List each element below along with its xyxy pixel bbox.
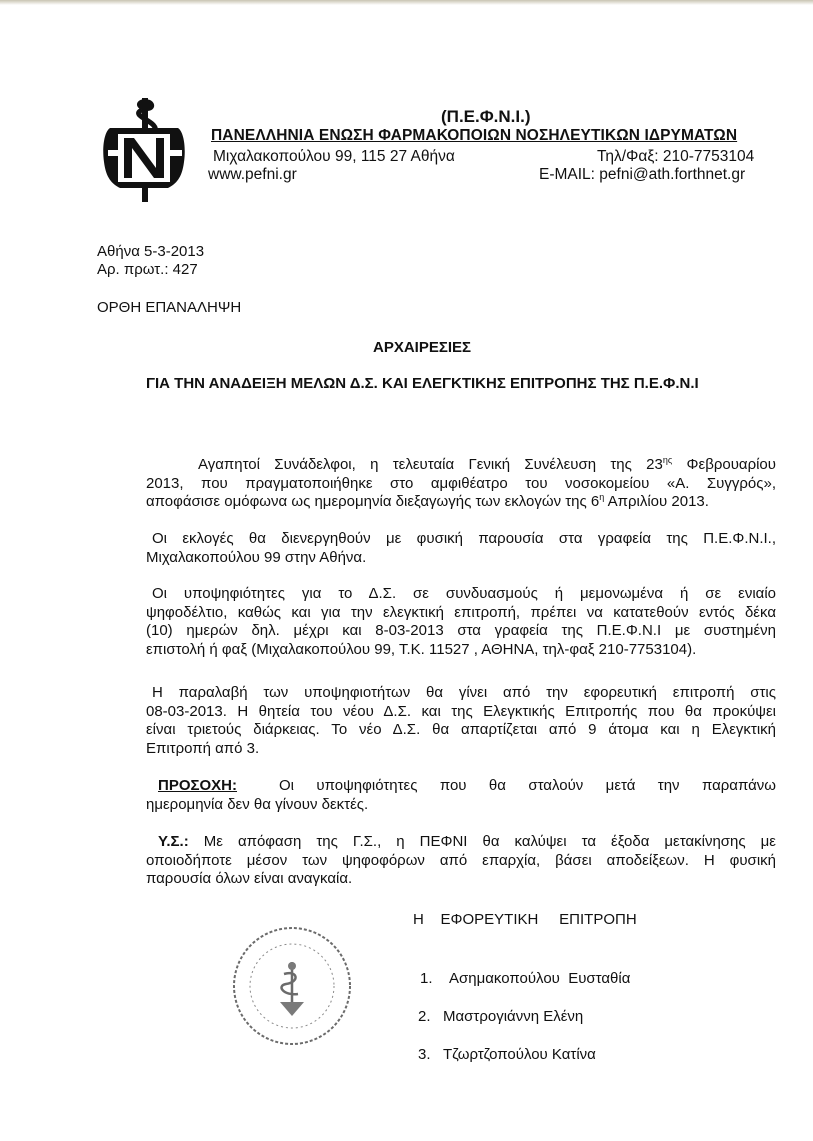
p3-line-3: (10) ημερών δηλ. μέχρι και 8-03-2013 στα γραφεία της Π.Ε.Φ.Ν.Ι με συστημένη	[146, 622, 776, 639]
p5-line-2: ημερομηνία δεν θα γίνουν δεκτές.	[146, 795, 369, 813]
org-email: E-MAIL: pefni@ath.forthnet.gr	[539, 166, 746, 183]
p1-line-3: αποφάσισε ομόφωνα ως ημερομηνία διεξαγωγής των εκλογών της $6^\eta$ Απριλίου 2013.	[146, 492, 709, 510]
protocol-number: Αρ. πρωτ.: 427	[97, 261, 198, 278]
p3-line-4: επιστολή ή φαξ (Μιχαλακοπούλου 99, Τ.Κ. 11527 , ΑΘΗΝΑ, τηλ-φαξ 210-7753104).	[146, 640, 697, 658]
p4-line-1: Η παραλαβή των υποψηφιοτήτων θα γίνει από την εφορευτική επιτροπή στις	[152, 684, 776, 701]
paragraph-election-location	[146, 530, 776, 567]
member-number: 2.	[418, 1008, 431, 1025]
p2-line-2: Μιχαλακοπούλου 99 στην Αθήνα.	[146, 548, 367, 566]
paragraph-candidacy	[146, 585, 776, 659]
p6-line-1: Υ.Σ.: Με απόφαση της Γ.Σ., η ΠΕΦΝΙ θα καλύψει τα έξοδα μετακίνησης με	[158, 833, 776, 850]
round-stamp-icon	[228, 922, 356, 1050]
p6-line-3: παρουσία όλων είναι αναγκαία.	[146, 870, 353, 887]
org-address: Μιχαλακοπούλου 99, 115 27 Αθήνα	[213, 148, 455, 165]
scan-top-edge	[0, 0, 813, 5]
p6-line-2: οποιοδήποτε μέσον των ψηφοφόρων από επαρχία, βάσει αποδείξεων. Η φυσική	[146, 851, 776, 869]
p2-line-1: Οι εκλογές θα διενεργηθούν με φυσική παρουσία στα γραφεία της Π.Ε.Φ.Ν.Ι.,	[152, 530, 776, 547]
p4-line-2: 08-03-2013. Η θητεία του νέου Δ.Σ. και της Ελεγκτικής Επιτροπής που θα προκύψει	[146, 702, 776, 720]
member-name: Ασημακοπούλου Ευσταθία	[449, 970, 631, 987]
org-website: www.pefni.gr	[208, 166, 297, 183]
pefni-logo-icon	[98, 92, 190, 204]
correction-notice: ΟΡΘΗ ΕΠΑΝΑΛΗΨΗ	[97, 299, 242, 316]
p4-line-4: Επιτροπή από 3.	[146, 739, 260, 757]
org-phone: Τηλ/Φαξ: 210-7753104	[597, 148, 755, 165]
member-name: Μαστρογιάννη Ελένη	[443, 1008, 584, 1025]
p1-line-1: Αγαπητοί Συνάδελφοι, η τελευταία Γενική Συνέλευση της $23^{\eta\varsigma}$ Φεβρουαρίου	[198, 455, 776, 473]
member-name: Τζωρτζοπούλου Κατίνα	[443, 1046, 596, 1063]
p3-line-1: Οι υποψηφιότητες για το Δ.Σ. σε συνδυασμούς ή μεμονωμένα ή σε ενιαίο	[152, 585, 776, 602]
paragraph-attention	[146, 777, 776, 814]
paragraph-postscript	[146, 833, 776, 889]
org-abbreviation: (Π.Ε.Φ.Ν.Ι.)	[441, 107, 531, 126]
document-subtitle: ΓΙΑ ΤΗΝ ΑΝΑΔΕΙΞΗ ΜΕΛΩΝ Δ.Σ. ΚΑΙ ΕΛΕΓΚΤΙΚΗΣ ΕΠΙΤΡΟΠΗΣ ΤΗΣ Π.Ε.Φ.Ν.Ι	[146, 375, 699, 392]
document-date: Αθήνα 5-3-2013	[97, 243, 205, 260]
p4-line-3: είναι τριετούς διάρκειας. Το νέο Δ.Σ. θα απαρτίζεται από 9 άτομα και η Ελεγκτική	[146, 721, 776, 738]
p5-line-1: ΠΡΟΣΟΧΗ: Οι υποψηφιότητες που θα σταλούν μετά την παραπάνω	[158, 777, 776, 794]
paragraph-election-date	[146, 456, 776, 512]
postscript-label: Υ.Σ.:	[158, 833, 189, 850]
paragraph-term	[146, 684, 776, 758]
org-name: ΠΑΝΕΛΛΗΝΙΑ ΕΝΩΣΗ ΦΑΡΜΑΚΟΠΟΙΩΝ ΝΟΣΗΛΕΥΤΙΚΩΝ ΙΔΡΥΜΑΤΩΝ	[211, 127, 738, 144]
document-title: ΑΡΧΑΙΡΕΣΙΕΣ	[373, 339, 472, 356]
member-number: 3.	[418, 1046, 431, 1063]
attention-label: ΠΡΟΣΟΧΗ:	[158, 777, 238, 794]
p3-line-2: ψηφοδέλτιο, καθώς και για την ελεγκτική επιτροπή, πρέπει να κατατεθούν εντός δέκα	[146, 603, 776, 621]
member-number: 1.	[420, 970, 433, 987]
committee-heading: Η ΕΦΟΡΕΥΤΙΚΗ ΕΠΙΤΡΟΠΗ	[413, 911, 637, 928]
p1-line-2: 2013, που πραγματοποιήθηκε στο αμφιθέατρο του νοσοκομείου «Α. Συγγρός»,	[146, 474, 776, 492]
